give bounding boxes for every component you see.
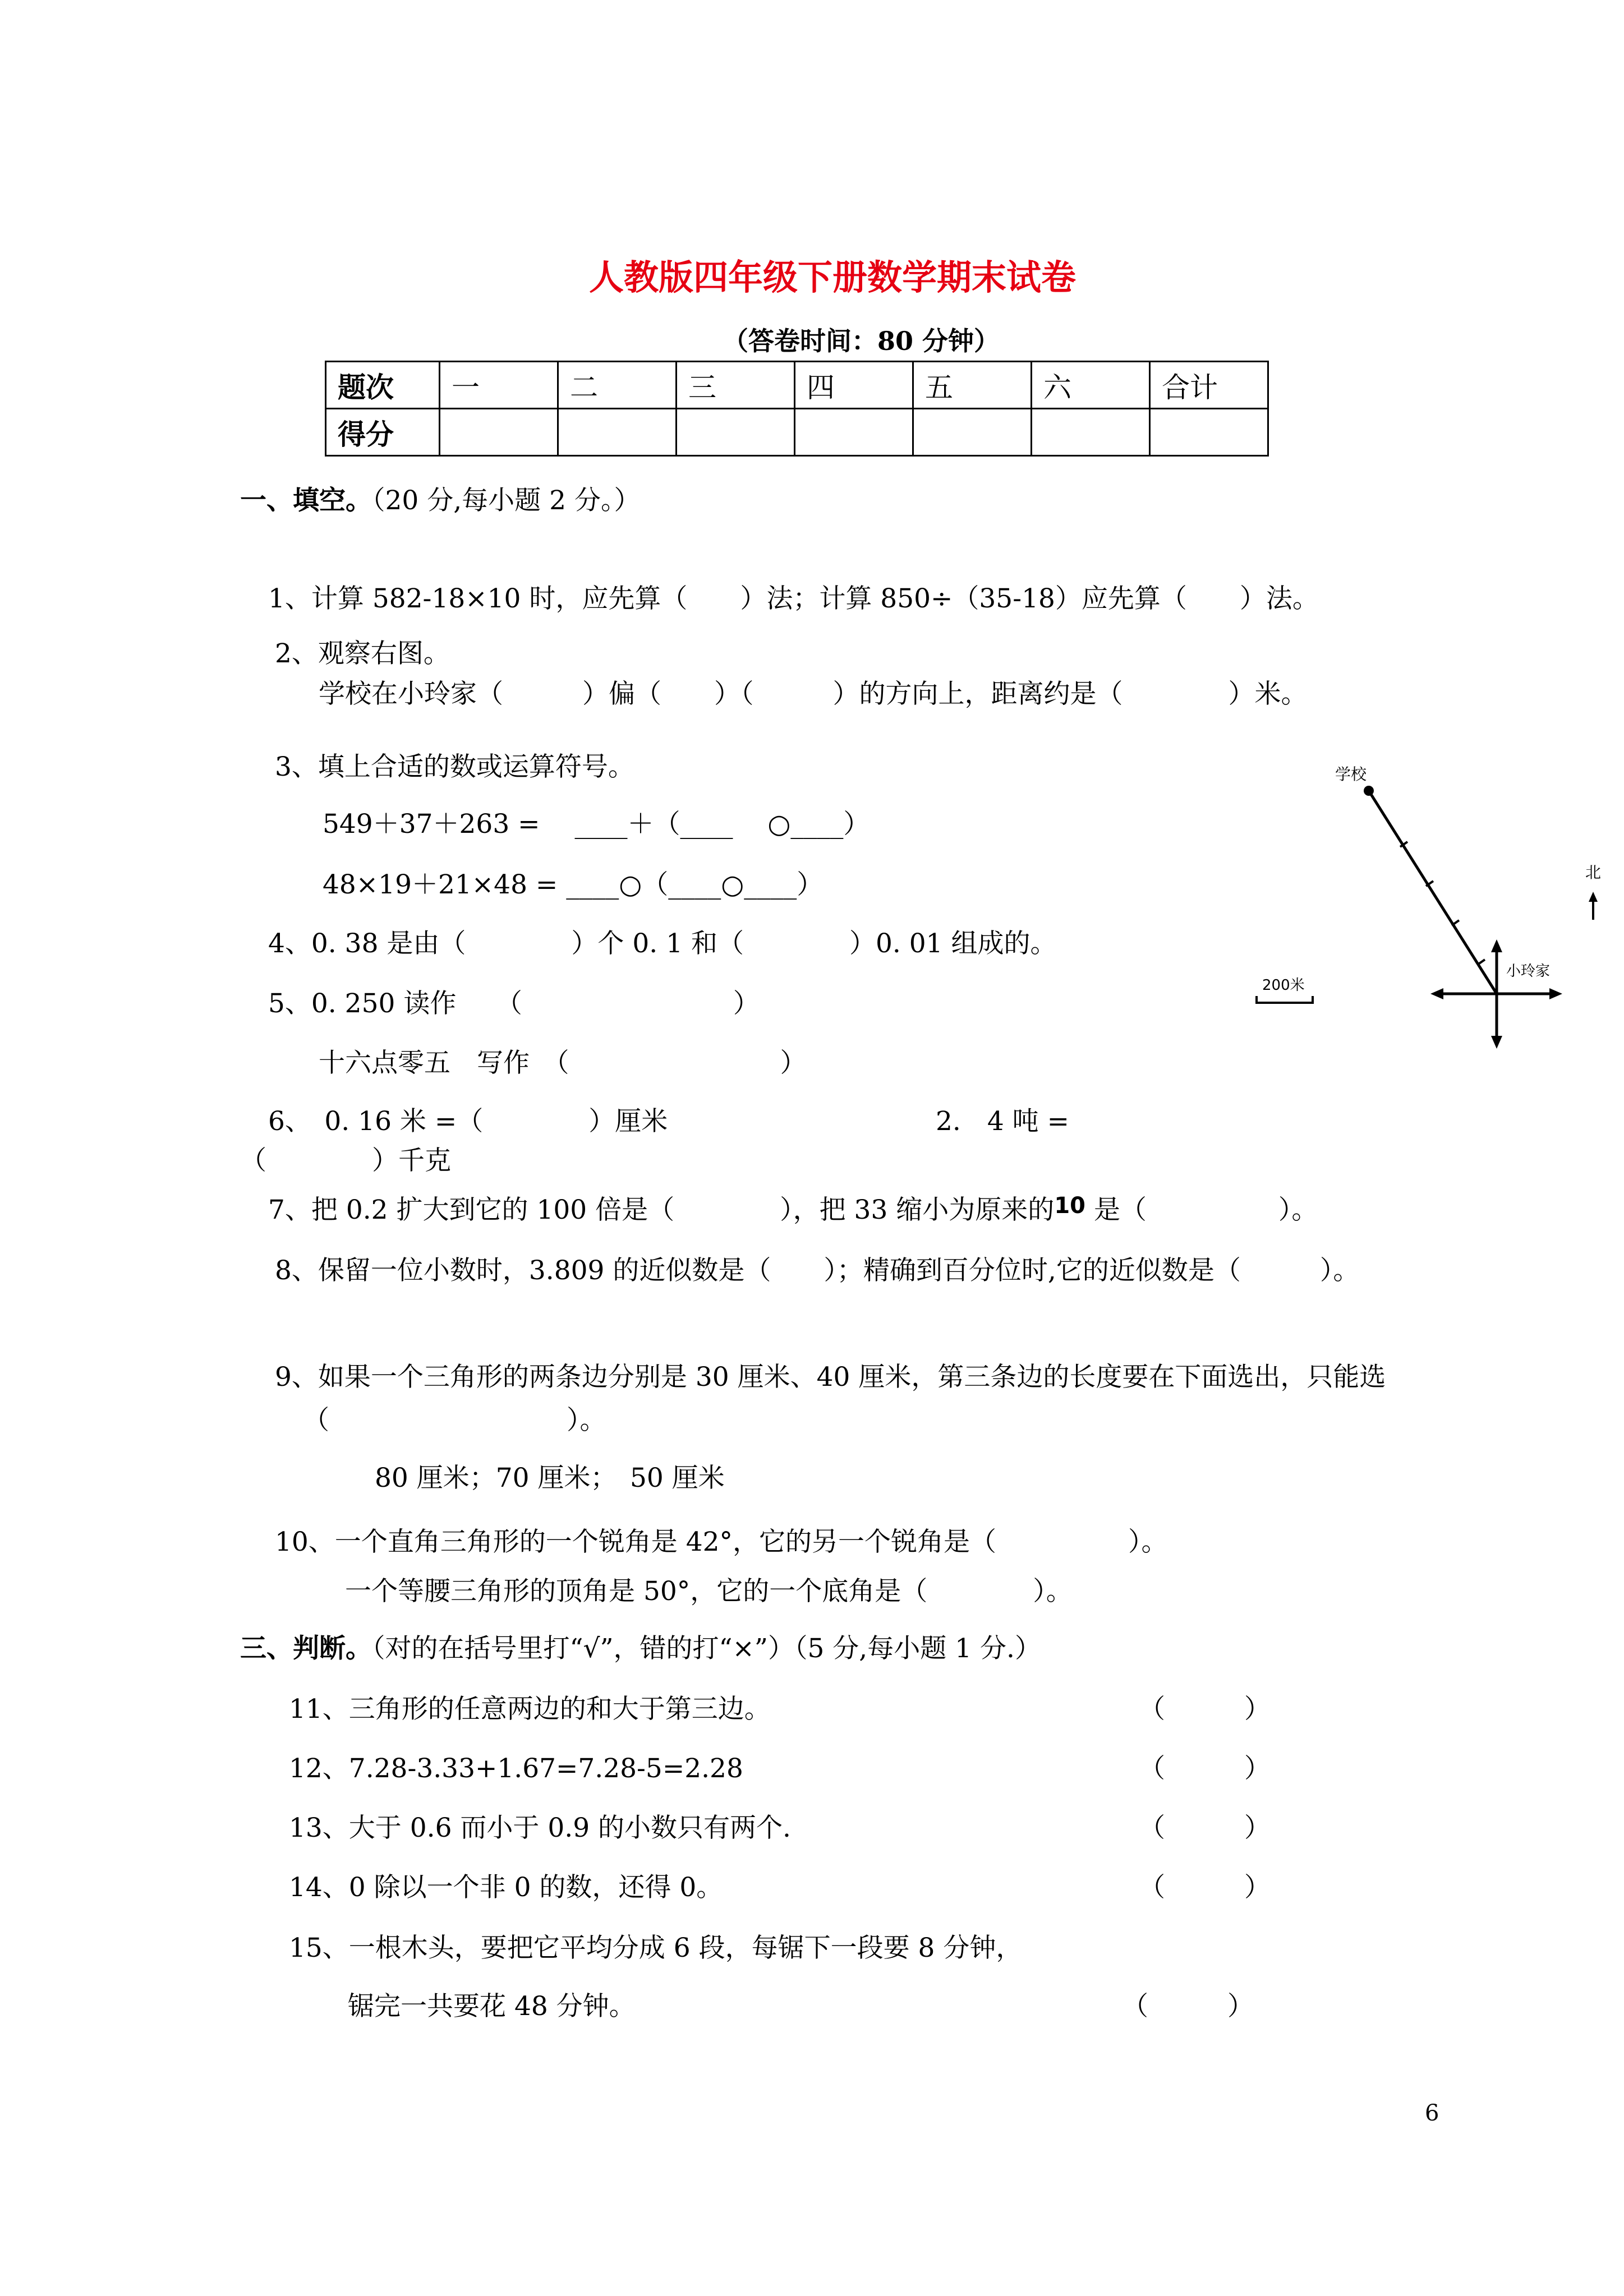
score-cell[interactable] — [558, 409, 677, 456]
table-header-cell: 六 — [1032, 362, 1150, 409]
question-1: 1、计算 582-18×10 时，应先算（ ）法；计算 850÷（35-18）应先算（ ）法。 — [268, 583, 1319, 614]
page-title: 人教版四年级下册数学期末试卷 — [589, 257, 1076, 298]
question-7-text: 7、把 0.2 扩大到它的 100 倍是（ ），把 33 缩小为原来的 — [268, 1195, 1055, 1225]
question-10-part-2: 一个等腰三角形的顶角是 50°，它的一个底角是（ ）。 — [345, 1576, 1073, 1607]
judge-answer-11[interactable]: （ ） — [1139, 1694, 1271, 1725]
question-7 — [268, 1189, 1318, 1227]
judge-item-15: 15、一根木头，要把它平均分成 6 段，每锯下一段要 8 分钟， — [289, 1933, 1023, 1963]
score-table-header-row — [326, 362, 1268, 409]
school-point — [1364, 786, 1374, 796]
score-cell[interactable] — [677, 409, 795, 456]
north-arrow-icon — [1589, 892, 1598, 902]
question-7-text-end: 是（ ）。 — [1093, 1195, 1318, 1225]
question-9-text: 9、如果一个三角形的两条边分别是 30 厘米、40 厘米，第三条边的长度要在下面选出，只能选 — [275, 1362, 1386, 1393]
score-table-score-row — [326, 409, 1268, 456]
question-2-prompt: 2、观察右图。 — [275, 638, 450, 669]
section-1-note: （20 分,每小题 2 分。） — [372, 485, 641, 516]
score-cell[interactable] — [1032, 409, 1150, 456]
question-10-part-1: 10、一个直角三角形的一个锐角是 42°，它的另一个锐角是（ ）。 — [275, 1527, 1168, 1557]
table-header-cell: 题次 — [326, 362, 440, 409]
arrowhead-right — [1549, 988, 1562, 999]
exam-duration: （答卷时间：80 分钟） — [723, 326, 1000, 356]
question-4: 4、0. 38 是由（ ）个 0. 1 和（ ）0. 01 组成的。 — [268, 928, 1057, 959]
section-3-heading: 三、判断。 — [240, 1633, 372, 1664]
route-tick — [1478, 960, 1485, 965]
score-cell[interactable] — [913, 409, 1032, 456]
score-table — [325, 361, 1269, 457]
table-header-cell: 三 — [677, 362, 795, 409]
judge-item-14: 14、0 除以一个非 0 的数，还得 0。 — [289, 1872, 723, 1903]
question-5-read: 5、0. 250 读作 （ ） — [268, 988, 760, 1019]
arrowhead-down — [1491, 1036, 1502, 1049]
section-3-header — [240, 1628, 1041, 1665]
table-header-cell: 合计 — [1150, 362, 1268, 409]
direction-diagram — [1251, 751, 1610, 1066]
question-5-write: 十六点零五 写作 （ ） — [319, 1048, 807, 1078]
judge-item-13: 13、大于 0.6 而小于 0.9 的小数只有两个. — [289, 1813, 791, 1843]
section-1-heading: 一、填空。 — [240, 485, 372, 516]
question-3-expr-2: 48×19＋21×48 = ____○（____○____） — [323, 869, 823, 900]
question-9-answer: （ ）。 — [303, 1405, 606, 1436]
question-6-part-2: 2. 4 吨 = — [936, 1106, 1070, 1137]
section-3-note: （对的在括号里打“√”，错的打“×”）（5 分,每小题 1 分.） — [372, 1633, 1041, 1664]
score-cell[interactable] — [795, 409, 913, 456]
page-number: 6 — [1425, 2100, 1439, 2126]
north-label: 北 — [1585, 863, 1602, 882]
question-7-fraction: 10 — [1054, 1193, 1085, 1219]
table-header-cell: 一 — [440, 362, 558, 409]
judge-item-12: 12、7.28-3.33+1.67=7.28-5=2.28 — [289, 1753, 743, 1784]
question-6-part-1: 6、 0. 16 米 =（ ）厘米 — [268, 1106, 668, 1137]
score-row-label: 得分 — [326, 409, 440, 456]
school-label: 学校 — [1335, 765, 1367, 783]
judge-answer-15[interactable]: （ ） — [1122, 1991, 1254, 2022]
arrowhead-left — [1430, 988, 1443, 999]
judge-item-11: 11、三角形的任意两边的和大于第三边。 — [289, 1694, 771, 1725]
question-9-options: 80 厘米；70 厘米； 50 厘米 — [375, 1463, 725, 1493]
table-header-cell: 二 — [558, 362, 677, 409]
judge-answer-13[interactable]: （ ） — [1139, 1813, 1271, 1843]
table-header-cell: 五 — [913, 362, 1032, 409]
score-cell[interactable] — [440, 409, 558, 456]
judge-item-15-cont: 锯完一共要花 48 分钟。 — [348, 1991, 636, 2022]
table-header-cell: 四 — [795, 362, 913, 409]
scale-label: 200米 — [1262, 977, 1305, 994]
question-3-expr-1: 549＋37＋263 = ____＋（____ ○____） — [323, 809, 870, 840]
home-label: 小玲家 — [1506, 963, 1551, 980]
question-2-text: 学校在小玲家（ ）偏（ ）（ ）的方向上，距离约是（ ）米。 — [319, 679, 1308, 709]
question-6-part-2-answer: （ ）千克 — [240, 1145, 451, 1176]
judge-answer-12[interactable]: （ ） — [1139, 1753, 1271, 1784]
arrowhead-up — [1491, 939, 1502, 952]
section-1-header — [240, 480, 640, 517]
route-line — [1369, 791, 1497, 994]
question-8: 8、保留一位小数时，3.809 的近似数是（ ）；精确到百分位时,它的近似数是（ ）。 — [275, 1255, 1360, 1286]
score-cell[interactable] — [1150, 409, 1268, 456]
question-3-prompt: 3、填上合适的数或运算符号。 — [275, 751, 634, 782]
judge-answer-14[interactable]: （ ） — [1139, 1872, 1271, 1903]
